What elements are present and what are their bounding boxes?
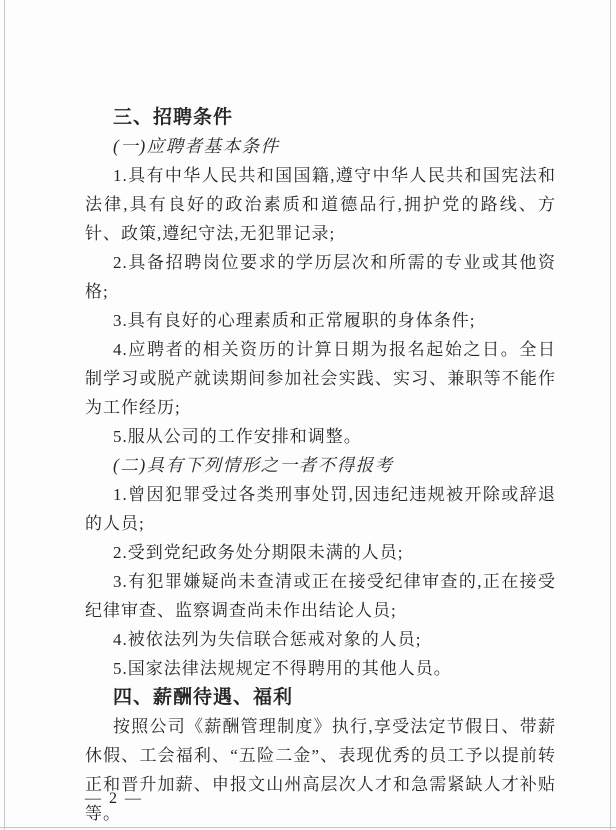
section-heading-recruitment-conditions: 三、招聘条件 bbox=[113, 107, 234, 128]
paragraph-disqualification-3: 3.有犯罪嫌疑尚未查清或正在接受纪律审查的,正在接受纪律审查、监察调查尚未作出结论人员; bbox=[85, 572, 556, 620]
paragraph-basic-condition-5: 5.服从公司的工作安排和调整。 bbox=[113, 427, 362, 446]
paragraph-basic-condition-3: 3.具有良好的心理素质和正常履职的身体条件; bbox=[113, 311, 476, 330]
paragraph-disqualification-4: 4.被依法列为失信联合惩戒对象的人员; bbox=[113, 630, 422, 649]
paragraph-basic-condition-1: 1.具有中华人民共和国国籍,遵守中华人民共和国宪法和法律,具有良好的政治素质和道德品行,拥护党的路线、方针、政策,遵纪守法,无犯罪记录; bbox=[85, 166, 556, 243]
scan-edge-right bbox=[610, 0, 611, 830]
scan-edge-left bbox=[4, 0, 5, 830]
page-number: — 2 — bbox=[85, 790, 143, 807]
paragraph-disqualification-2: 2.受到党纪政务处分期限未满的人员; bbox=[113, 543, 404, 562]
paragraph-salary-benefits: 按照公司《薪酬管理制度》执行,享受法定节假日、带薪休假、工会福利、“五险二金”、表现优秀的员工予以提前转正和晋升加薪、申报文山州高层次人才和急需紧缺人才补贴等。 bbox=[85, 717, 556, 823]
document-body bbox=[85, 103, 556, 828]
subsection-heading-basic-conditions: (一)应聘者基本条件 bbox=[113, 136, 280, 156]
paragraph-disqualification-5: 5.国家法律法规规定不得聘用的其他人员。 bbox=[113, 659, 452, 678]
paragraph-basic-condition-4: 4.应聘者的相关资历的计算日期为报名起始之日。全日制学习或脱产就读期间参加社会实践、实习、兼职等不能作为工作经历; bbox=[85, 340, 556, 417]
paragraph-disqualification-1: 1.曾因犯罪受过各类刑事处罚,因违纪违规被开除或辞退的人员; bbox=[85, 485, 556, 533]
paragraph-basic-condition-2: 2.具备招聘岗位要求的学历层次和所需的专业或其他资格; bbox=[85, 253, 556, 301]
subsection-heading-disqualifications: (二)具有下列情形之一者不得报考 bbox=[113, 455, 394, 475]
section-heading-salary-benefits: 四、薪酬待遇、福利 bbox=[113, 687, 294, 708]
